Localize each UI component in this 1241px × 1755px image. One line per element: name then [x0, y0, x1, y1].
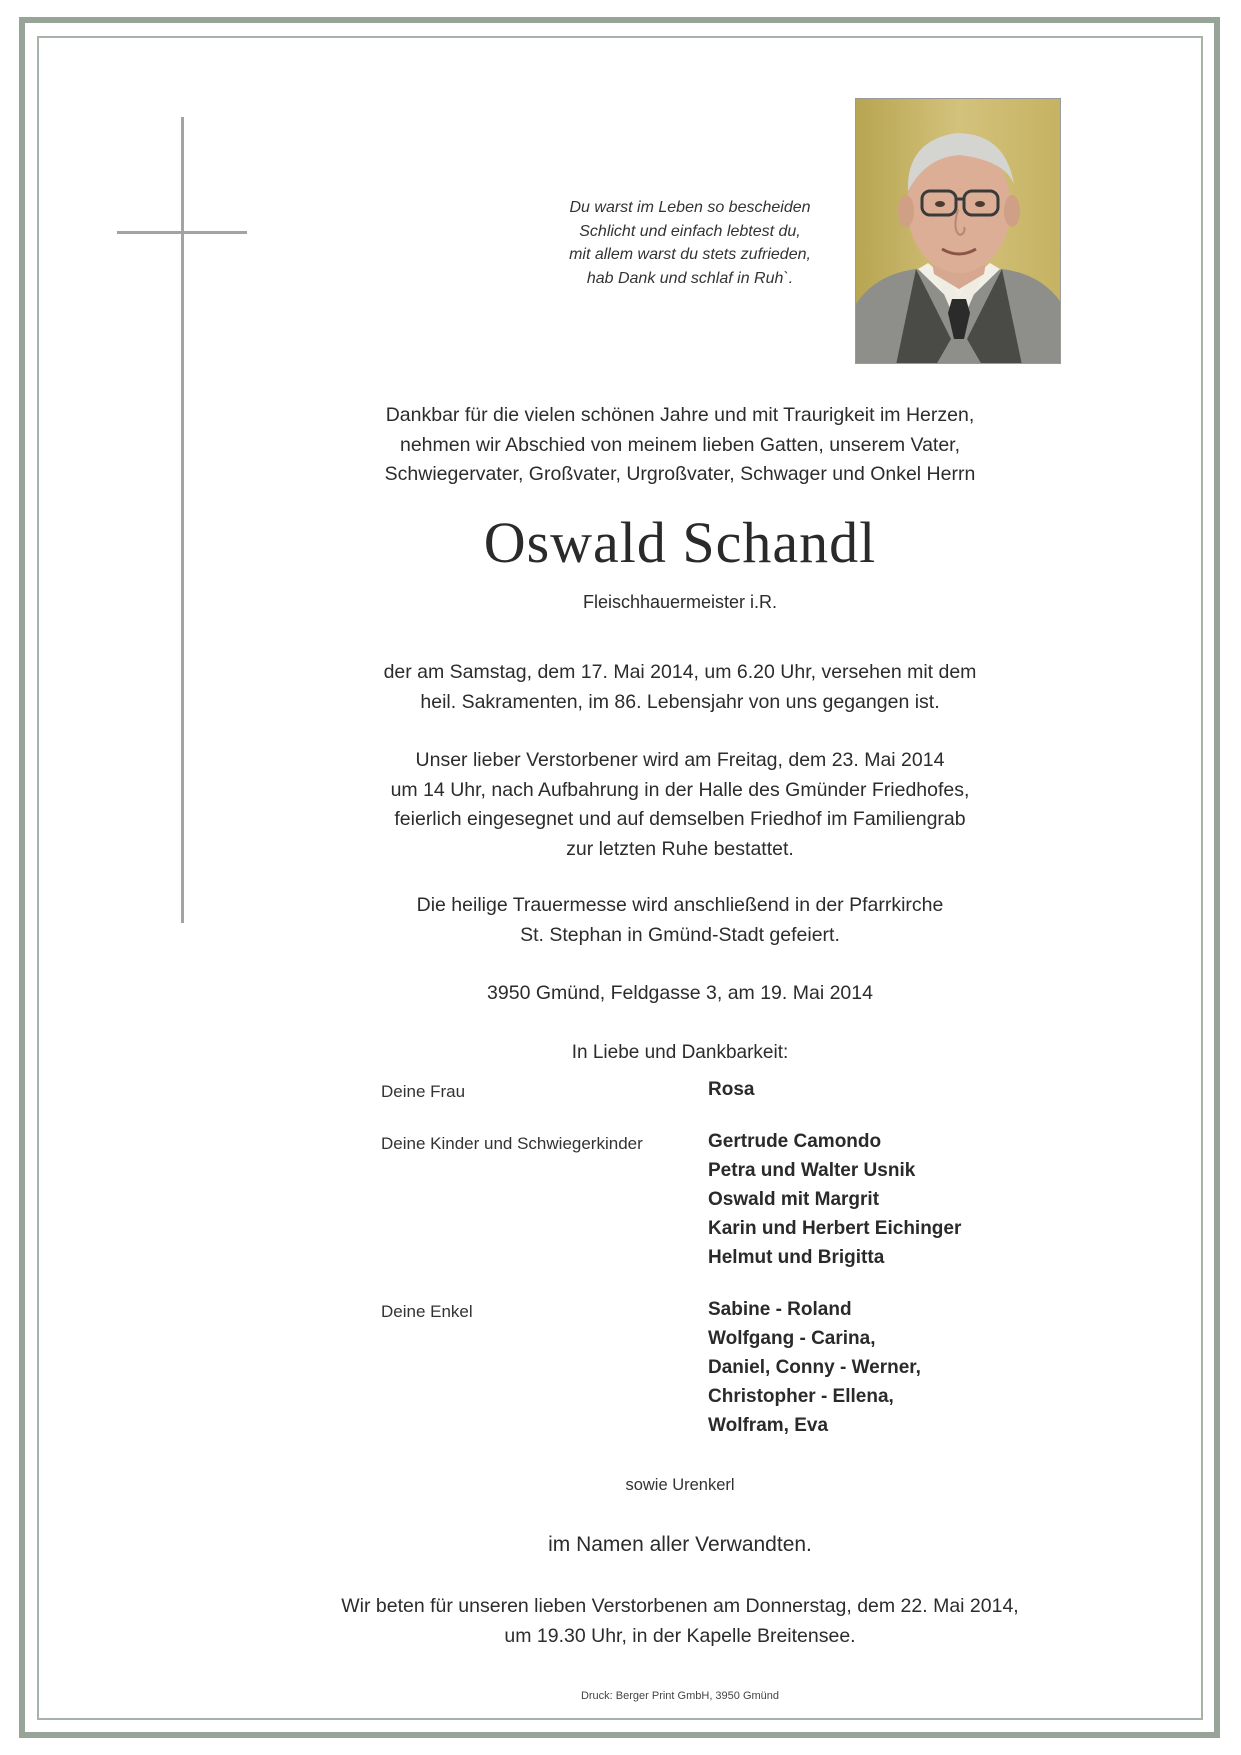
- family-member: Wolfram, Eva: [708, 1415, 829, 1436]
- family-role: Deine Kinder und Schwiegerkinder: [381, 1134, 643, 1153]
- family-role: Deine Enkel: [381, 1302, 473, 1321]
- poem-line: hab Dank und schlaf in Ruh`.: [586, 269, 794, 287]
- intro-line: nehmen wir Abschied von meinem lieben Gatten, unserem Vater,: [399, 433, 961, 456]
- poem-line: Du warst im Leben so bescheiden: [569, 199, 811, 216]
- family-member: Rosa: [708, 1079, 755, 1100]
- place-date: 3950 Gmünd, Feldgasse 3, am 19. Mai 2014: [487, 982, 873, 1004]
- poem-line: Schlicht und einfach lebtest du,: [579, 222, 801, 240]
- printer-credit: Druck: Berger Print GmbH, 3950 Gmünd: [580, 1690, 780, 1702]
- mass-notice: [280, 891, 1080, 950]
- intro-text: [280, 401, 1080, 490]
- funeral-line: feierlich eingesegnet und auf demselben Friedhof im Familiengrab: [394, 808, 966, 830]
- death-line: heil. Sakramenten, im 86. Lebensjahr von uns gegangen ist.: [420, 690, 940, 713]
- thanks-heading: In Liebe und Dankbarkeit:: [571, 1042, 789, 1063]
- prayer-line: um 19.30 Uhr, in der Kapelle Breitensee.: [504, 1624, 856, 1647]
- portrait-photo: [855, 98, 1061, 364]
- family-member: Daniel, Conny - Werner,: [708, 1357, 921, 1378]
- family-member: Oswald mit Margrit: [708, 1189, 880, 1210]
- cross-icon: [181, 117, 184, 923]
- family-member: Karin und Herbert Eichinger: [708, 1218, 962, 1239]
- family-member: Sabine - Roland: [708, 1299, 852, 1320]
- poem-line: mit allem warst du stets zufrieden,: [569, 246, 811, 263]
- family-names: [708, 1295, 921, 1440]
- funeral-line: Unser lieber Verstorbener wird am Freitag, dem 23. Mai 2014: [415, 749, 945, 771]
- funeral-line: um 14 Uhr, nach Aufbahrung in der Halle des Gmünder Friedhofes,: [390, 778, 970, 801]
- intro-line: Schwiegervater, Großvater, Urgroßvater, Schwager und Onkel Herrn: [384, 463, 976, 485]
- family-names: [708, 1127, 961, 1272]
- deceased-profession: Fleischhauermeister i.R.: [582, 592, 778, 612]
- relatives-note: im Namen aller Verwandten.: [548, 1533, 812, 1556]
- family-member: Gertrude Camondo: [708, 1131, 882, 1152]
- mass-line: Die heilige Trauermesse wird anschließend in der Pfarrkirche: [416, 894, 944, 916]
- death-notice: [280, 658, 1080, 717]
- deceased-name: Oswald Schandl: [483, 510, 877, 575]
- prayer-line: Wir beten für unseren lieben Verstorbenen am Donnerstag, dem 22. Mai 2014,: [341, 1595, 1019, 1617]
- family-member: Petra und Walter Usnik: [708, 1160, 916, 1181]
- mass-line: St. Stephan in Gmünd-Stadt gefeiert.: [520, 923, 840, 946]
- cross-crossbar: [117, 231, 247, 234]
- family-member: Wolfgang - Carina,: [708, 1328, 876, 1349]
- funeral-line: zur letzten Ruhe bestattet.: [566, 837, 794, 860]
- family-role: Deine Frau: [381, 1082, 466, 1101]
- family-member: Helmut und Brigitta: [708, 1247, 885, 1268]
- death-line: der am Samstag, dem 17. Mai 2014, um 6.20 Uhr, versehen mit dem: [383, 661, 977, 683]
- great-grandchildren-note: sowie Urenkerl: [625, 1476, 735, 1494]
- prayer-notice: [220, 1592, 1140, 1651]
- funeral-notice: [280, 746, 1080, 864]
- family-names: [708, 1075, 754, 1104]
- family-member: Christopher - Ellena,: [708, 1386, 894, 1407]
- intro-line: Dankbar für die vielen schönen Jahre und mit Traurigkeit im Herzen,: [385, 404, 975, 426]
